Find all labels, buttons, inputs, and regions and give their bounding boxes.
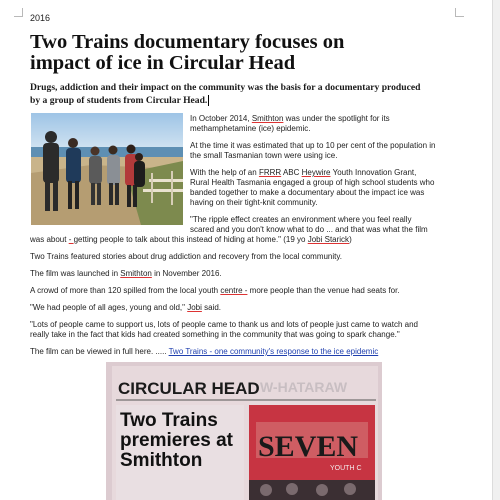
headline-line: Two Trains documentary focuses on xyxy=(30,31,345,53)
article-headline xyxy=(30,32,450,74)
page-corner-mark xyxy=(14,8,23,17)
paragraph-line: methamphetamine (ice) epidemic. xyxy=(190,124,311,133)
svg-text:SEVEN: SEVEN xyxy=(258,430,359,463)
page-corner-mark xyxy=(455,8,464,17)
clipping-masthead: CIRCULAR HEAD xyxy=(118,379,260,398)
vertical-scrollbar[interactable] xyxy=(492,0,500,500)
paragraph-line: the small Tasmanian town were using ice. xyxy=(190,151,338,160)
article-deck xyxy=(30,82,462,107)
documentary-link[interactable]: Two Trains - one community's response to the ice epidemic xyxy=(168,347,379,356)
deck-line: Drugs, addiction and their impact on the community was the basis for a documentary produced xyxy=(30,82,421,93)
paragraph-line: The film can be viewed in full here. ..... Two Trains - one community's response to the ice epidemic xyxy=(30,347,379,356)
headline-line: impact of ice in Circular Head xyxy=(30,52,296,74)
newspaper-clipping-image xyxy=(106,362,382,500)
paragraph-line: really take in the fact that kids had created something in the community that was going to spark change." xyxy=(30,330,400,339)
paragraph-line: banded together to make a documentary about the impact ice was xyxy=(190,188,425,197)
svg-text:W-HATARAW: W-HATARAW xyxy=(260,379,348,395)
paragraph-line: A crowd of more than 120 spilled from the local youth centre - more people than the venue had seats for. xyxy=(30,286,400,295)
paragraph-line: was about - getting people to talk about this instead of hiding at home." (19 yo Jobi Starick) xyxy=(30,235,352,244)
paragraph-line: With the help of an FRRR ABC Heywire Youth Innovation Grant, xyxy=(190,168,417,177)
students-beach-photo xyxy=(31,113,183,225)
svg-text:Smithton: Smithton xyxy=(120,450,203,471)
paragraph-line: "We had people of all ages, young and old," Jobi said. xyxy=(30,303,222,312)
paragraph-line: having on their tight-knit community. xyxy=(190,198,318,207)
paragraph-line: The film was launched in Smithton in November 2016. xyxy=(30,269,222,278)
paragraph-line: "Lots of people came to support us, lots of people came to thank us and lots of people just came to watch and xyxy=(30,320,418,329)
paragraph-line: In October 2014, Smithton was under the spotlight for its xyxy=(190,114,390,123)
svg-text:Two Trains: Two Trains xyxy=(120,410,218,431)
paragraph-line: Rural Health Tasmania engaged a group of high school students who xyxy=(190,178,435,187)
svg-text:YOUTH C: YOUTH C xyxy=(330,465,362,472)
svg-text:premieres at: premieres at xyxy=(120,430,234,451)
paragraph-line: At the time it was estimated that up to 10 per cent of the population in xyxy=(190,141,436,150)
deck-line: by a group of students from Circular Head. xyxy=(30,94,208,106)
article-year: 2016 xyxy=(30,13,51,23)
paragraph-line: Two Trains featured stories about drug addiction and recovery from the local community. xyxy=(30,252,343,261)
paragraph-line: scared and you don't know what to do ... and that was what the film xyxy=(190,225,428,234)
paragraph-line: "The ripple effect creates an environment where you feel really xyxy=(190,215,412,224)
